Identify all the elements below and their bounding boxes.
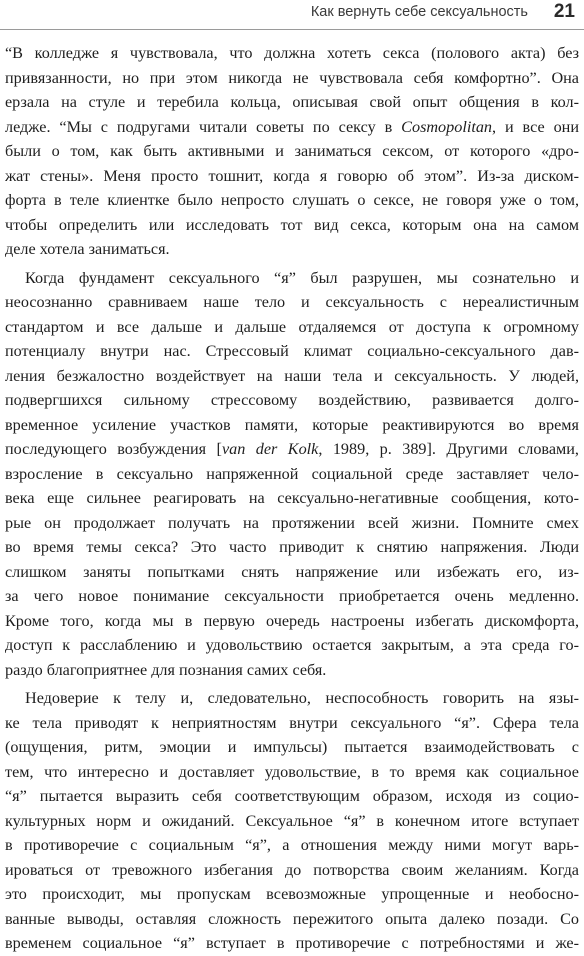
text-line: культурных норм и ожиданий. Сексуальное “я” в конечном итоге вступает: [5, 811, 579, 830]
text-line: ке тела приводят к неприятностям внутри сексуального “я”. Сфера тела: [5, 713, 579, 732]
text-line: Недоверие к телу и, следовательно, неспособность говорить на язы-: [25, 689, 579, 707]
text-line: ледже. “Мы с подругами читали советы по сексу в Cosmopolitan, и все они: [5, 117, 579, 136]
text-line: подвергшихся сильному стрессовому воздействию, развивается долго-: [5, 391, 579, 409]
text-line: Кроме того, когда мы в первую очередь настроены избегать дискомфорта,: [5, 611, 579, 630]
text-line: в противоречие с социальным “я”, а отношения между ними могут варь-: [5, 836, 579, 854]
text-line: временем социальное “я” вступает в противоречие с потребностями и же-: [5, 934, 579, 952]
text-line: “В колледже я чувствовала, что должна хотеть секса (полового акта) без: [5, 44, 579, 62]
running-header: [0, 0, 584, 32]
body-text: [5, 41, 579, 956]
italic-run: van der Kolk: [221, 440, 319, 458]
text-line: за чего новое понимание сексуальности приобретается очень медленно.: [5, 587, 579, 605]
text-line: “я” пытается выразить себя соответствующим образом, исходя из социо-: [5, 787, 579, 805]
paragraph: [5, 266, 579, 683]
text-line: слишком заняты попытками снять напряжение или избежать его, из-: [5, 562, 579, 581]
text-line: ироваться от тревожного избегания до потворства своим желаниям. Когда: [5, 860, 579, 879]
text-line: взросление в сексуально напряженной социальной среде заставляет чело-: [5, 464, 579, 483]
page-number: 21: [553, 1, 575, 22]
text-line: ванные выводы, оставляя сложность пережитого опыта далеко позади. Со: [5, 909, 579, 928]
paragraph: [5, 686, 579, 956]
header-rule: [0, 29, 584, 30]
text-line: доступ к расслаблению и удовольствию остается закрытым, а эта среда го-: [5, 636, 579, 654]
italic-run: Cosmopolitan: [401, 117, 493, 136]
text-line: последующего возбуждения [van der Kolk, 1989, p. 389]. Другими словами,: [5, 440, 579, 458]
text-line: временное усиление участков памяти, которые реактивируются во время: [5, 415, 579, 434]
text-line: во время темы секса? Это часто приводит к снятию напряжения. Люди: [5, 538, 579, 556]
text-line: чтобы определить или исследовать тот вид секса, которым она на самом: [5, 215, 579, 234]
paragraph: [5, 41, 579, 262]
text-line: жат стены». Меня просто тошнит, когда я говорю об этом”. Из-за диском-: [5, 166, 579, 185]
text-line: века еще сильнее реагировать на сексуально-негативные сообщения, кото-: [5, 489, 579, 507]
text-line: стандартом и все дальше и дальше отдаляемся от доступа к огромному: [5, 317, 579, 336]
text-line: форта в теле клиентке было непросто слушать о сексе, не говоря уже о том,: [5, 191, 579, 209]
text-line: тем, что интересно и доставляет удовольствие, в то время как социальное: [5, 762, 579, 781]
text-line: потенциалу внутри нас. Стрессовый климат социально-сексуального дав-: [5, 342, 579, 360]
text-line: деле хотела заниматься.: [5, 240, 170, 258]
text-line: привязанности, но при этом никогда не чувствовала себя комфортно”. Она: [5, 68, 579, 87]
text-line: Когда фундамент сексуального “я” был разрушен, мы сознательно и: [25, 268, 579, 287]
text-line: неосознанно сравниваем наше тело и сексуальность с нереалистичным: [5, 293, 579, 311]
text-line: раздо благоприятнее для познания самих себя.: [5, 660, 327, 679]
text-line: рые он продолжает получать на протяжении всей жизни. Помните смех: [5, 513, 579, 532]
text-line: ерзала на стуле и теребила кольца, описывая свой опыт общения в кол-: [5, 93, 579, 111]
text-line: были о том, как быть активными и заниматься сексом, от которого «дро-: [5, 142, 579, 160]
text-line: (ощущения, ритм, эмоции и импульсы) пытается взаимодействовать с: [5, 738, 579, 756]
text-line: это происходит, мы пропускам всевозможные упрощенные и необосно-: [5, 885, 579, 903]
text-line: ления безжалостно воздействует на наши тела и сексуальность. У людей,: [5, 366, 579, 385]
running-title: Как вернуть себе сексуальность: [310, 4, 528, 20]
